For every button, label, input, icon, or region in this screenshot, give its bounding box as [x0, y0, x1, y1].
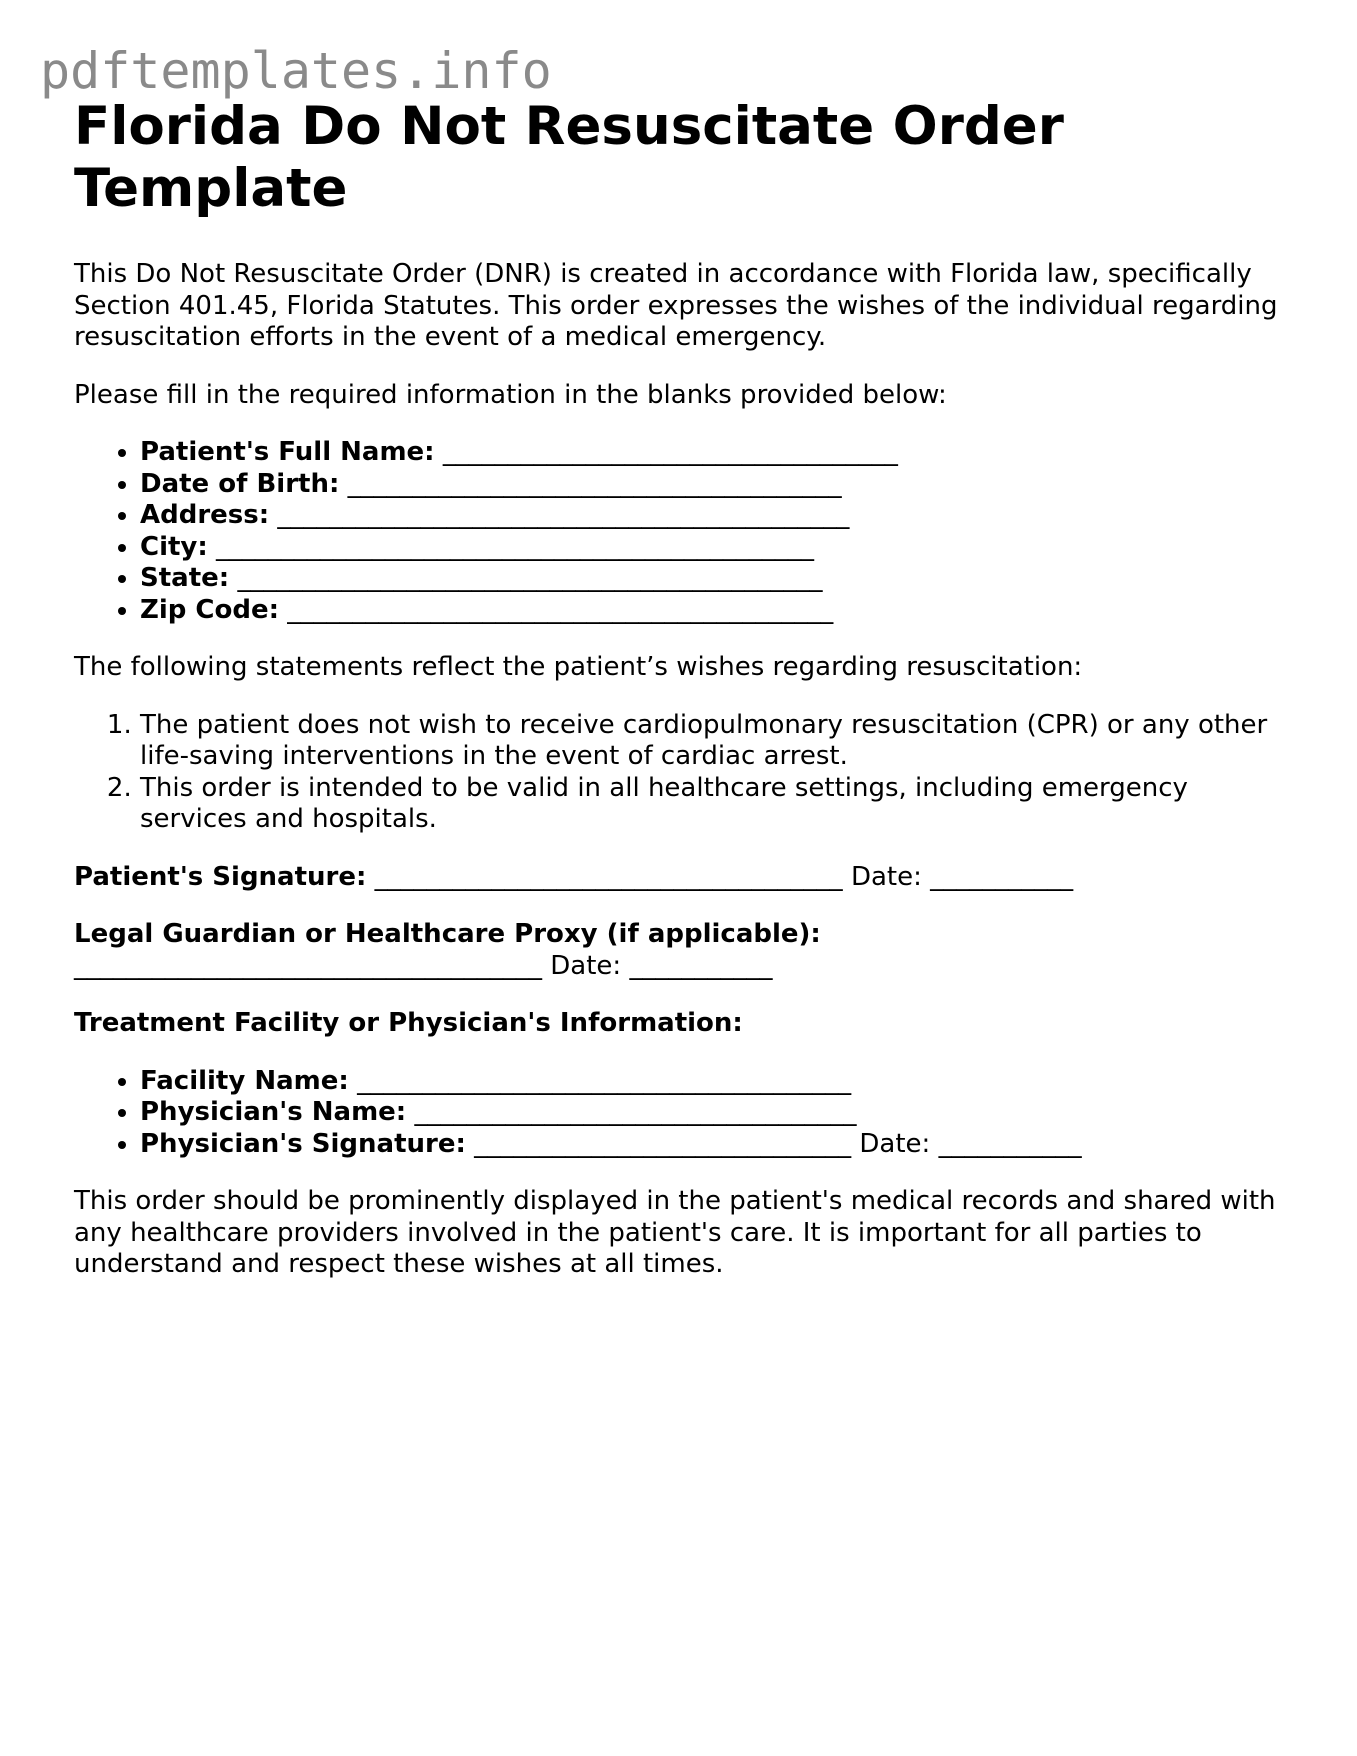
field-label: Address: [140, 500, 270, 530]
blank-line: ______________________________________________ [216, 531, 815, 562]
field-label: Physician's Name: [140, 1097, 407, 1127]
blank-line: ___________ [930, 861, 1074, 892]
guardian-label: Legal Guardian or Healthcare Proxy (if applicable): [74, 919, 821, 949]
wish-item: 1. The patient does not wish to receive cardiopulmonary resuscitation (CPR) or any other life-saving interventions in the event of cardiac arrest. [140, 710, 1290, 773]
patient-signature-label: Patient's Signature: [74, 861, 367, 892]
date-label: Date: [859, 1128, 931, 1159]
wishes-list [74, 710, 1290, 836]
date-label: Date: [850, 861, 922, 892]
blank-line: ______________________________________ [347, 468, 842, 499]
field-label: Physician's Signature: [140, 1128, 466, 1159]
field-label: Patient's Full Name: [140, 437, 435, 467]
field-date-of-birth [140, 469, 1284, 501]
field-label: Facility Name: [140, 1065, 349, 1096]
blank-line: ____________________________________________ [277, 500, 850, 530]
blank-line: __________________________________ [414, 1097, 857, 1127]
guardian-signature-line [74, 951, 1284, 983]
field-label: Date of Birth: [140, 468, 340, 499]
patient-fields-list [74, 437, 1284, 626]
facility-heading: Treatment Facility or Physician's Information: [74, 1008, 743, 1038]
field-facility-name [140, 1066, 1284, 1098]
field-zip-code [140, 595, 1284, 627]
blank-line: ___________ [629, 950, 773, 981]
field-state [140, 563, 1284, 595]
field-label: State: [140, 563, 230, 593]
field-city [140, 532, 1284, 564]
watermark: pdftemplates.info [40, 42, 552, 100]
blank-line: ____________________________________ [74, 950, 542, 981]
field-patient-full-name [140, 437, 1284, 469]
patient-signature-line [74, 862, 1284, 894]
blank-line: ___________________________________ [442, 437, 898, 467]
fill-prompt: Please fill in the required information in the blanks provided below: [74, 379, 947, 410]
closing-paragraph: This order should be prominently displayed in the patient's medical records and shared with any healthcare providers involved in the patient's care. It is important for all parties to understand and respect these wishes at all times. [74, 1186, 1276, 1279]
field-address [140, 500, 1284, 532]
blank-line: ___________ [938, 1128, 1082, 1159]
field-physician-name [140, 1097, 1284, 1129]
field-label: City: [140, 531, 208, 562]
statements-intro: The following statements reflect the patient’s wishes regarding resuscitation: [74, 652, 1083, 682]
field-label: Zip Code: [140, 594, 280, 625]
date-label: Date: [550, 950, 622, 981]
document-title: Florida Do Not Resuscitate Order Template [74, 96, 1064, 219]
facility-fields-list [74, 1066, 1284, 1161]
blank-line: _____________________________________________ [237, 563, 823, 593]
wish-item: 2. This order is intended to be valid in all healthcare settings, including emergency services and hospitals. [140, 773, 1290, 836]
blank-line: ______________________________________ [357, 1065, 852, 1096]
blank-line: _____________________________ [474, 1128, 852, 1159]
blank-line: ____________________________________ [374, 861, 843, 892]
intro-paragraph: This Do Not Resuscitate Order (DNR) is created in accordance with Florida law, specifically Section 401.45, Florida Statutes. This order expresses the wishes of the individual regarding resuscitation efforts in the event of a medical emergency. [74, 259, 1278, 352]
blank-line: __________________________________________ [287, 594, 834, 625]
document-page [74, 96, 1284, 1281]
field-physician-signature [140, 1129, 1284, 1161]
